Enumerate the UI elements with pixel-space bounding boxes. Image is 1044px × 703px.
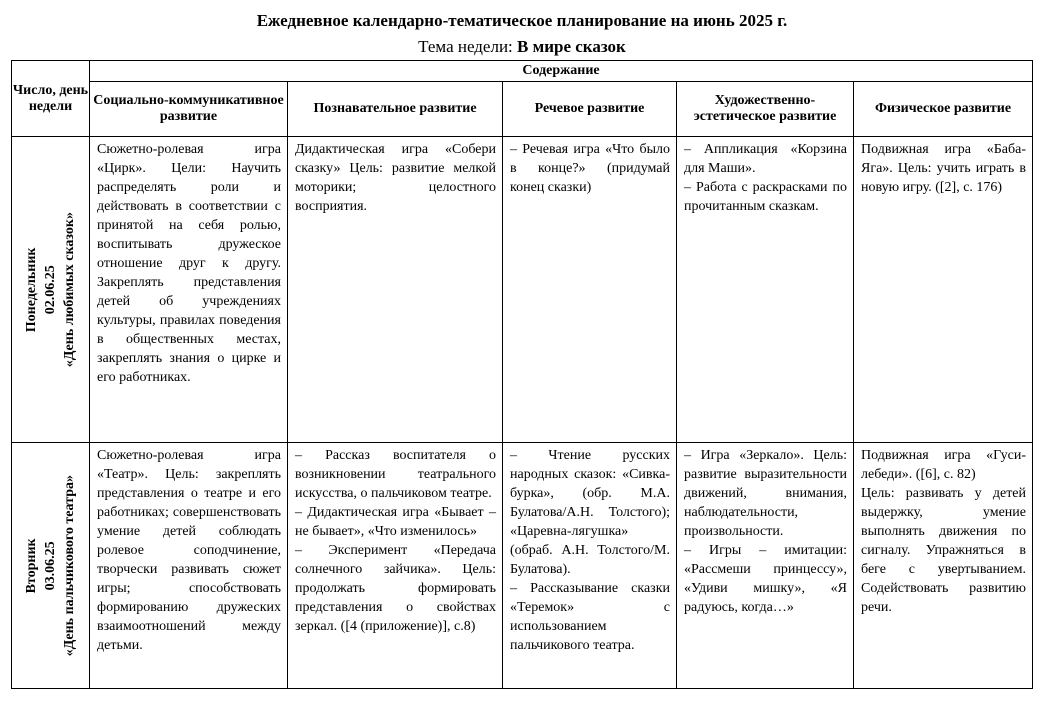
cell-cognitive (288, 137, 503, 443)
day-date: 03.06.25 (43, 541, 58, 590)
cell-text: – Игры – имитации: «Рассмеши принцессу», «Удиви мишку», «Я радуюсь, когда…» (684, 543, 847, 615)
cell-text: Сюжетно-ролевая игра «Цирк». Цели: Научить распределять роли и действовать в соответствии с принятой на себя ролью, воспитывать дружеское отношение друг к другу. Закреплять представления детей об учреждениях культуры, правилах поведения в общественных местах, закреплять знания о цирке и его работниках. (97, 142, 281, 385)
week-theme-value: В мире сказок (517, 37, 626, 56)
cell-text: – Речевая игра «Что было в конце?» (придумай конец сказки) (510, 142, 670, 195)
cell-text: – Рассказывание сказки «Теремок» с использованием пальчикового театра. (510, 581, 670, 653)
cell-physical (854, 443, 1033, 689)
cell-text: – Рассказ воспитателя о возникновении театрального искусства, о пальчиковом театре. (295, 448, 496, 501)
page-title: Ежедневное календарно-тематическое планирование на июнь 2025 г. (256, 11, 788, 30)
cell-text: – Дидактическая игра «Бывает – не бывает», «Что изменилось» (295, 505, 496, 539)
column-header-physical: Физическое развитие (854, 82, 1033, 137)
cell-text: – Эксперимент «Передача солнечного зайчика». Цель: продолжать формировать представления о свойствах зеркал. ([4 (приложение)], с.8) (295, 543, 496, 634)
cell-text: Подвижная игра «Баба-Яга». Цель: учить играть в новую игру. ([2], с. 176) (861, 142, 1027, 195)
cell-art (677, 443, 854, 689)
cell-physical (854, 137, 1033, 443)
cell-art (677, 137, 854, 443)
cell-text: – Игра «Зеркало». Цель: развитие выразительности движений, внимания, наблюдательности, произвольности. (684, 448, 847, 539)
cell-cognitive (288, 443, 503, 689)
week-theme (0, 36, 1044, 58)
table-row (12, 137, 1033, 443)
cell-speech (503, 137, 677, 443)
day-cell (12, 443, 90, 689)
cell-text: – Работа с раскрасками по прочитанным сказкам. (684, 180, 847, 214)
column-header-art: Художественно-эстетическое развитие (677, 82, 854, 137)
planning-table (11, 60, 1033, 689)
cell-text: – Чтение русских народных сказок: «Сивка-бурка», (обр. М.А. Булатова/А.Н. Толстого); «Царевна-лягушка» (обраб. А.Н. Толстого/М. Булатова). (510, 448, 670, 577)
day-theme: «День любимых сказок» (62, 211, 77, 368)
day-name: Вторник (24, 538, 39, 594)
cell-text: Дидактическая игра «Собери сказку» Цель: развитие мелкой моторики; целостного восприятия. (295, 142, 496, 214)
cell-social (90, 137, 288, 443)
table-row (12, 443, 1033, 689)
day-date: 02.06.25 (43, 265, 58, 314)
day-name: Понедельник (24, 247, 39, 332)
cell-text: Подвижная игра «Гуси-лебеди». ([6], с. 82) (861, 448, 1027, 482)
content-header: Содержание (90, 61, 1033, 82)
cell-text: Сюжетно-ролевая игра «Театр». Цель: закреплять представления о театре и его работниках; совершенствовать умение детей соблюдать ролевое соподчинение, творчески развивать сюжет игры; способствовать формированию дружеских взаимоотношений между детьми. (97, 448, 281, 653)
cell-social (90, 443, 288, 689)
column-header-speech: Речевое развитие (503, 82, 677, 137)
column-header-cognitive: Познавательное развитие (288, 82, 503, 137)
date-column-header: Число, день недели (12, 61, 90, 137)
day-cell (12, 137, 90, 443)
cell-text: – Аппликация «Корзина для Маши». (684, 142, 847, 176)
cell-speech (503, 443, 677, 689)
column-header-social: Социально-коммуникативное развитие (90, 82, 288, 137)
week-theme-label: Тема недели: (418, 37, 513, 56)
day-theme: «День пальчикового театра» (62, 474, 77, 657)
cell-text: Цель: развивать у детей выдержку, умение выполнять движения по сигналу. Упражняться в беге с увертыванием. Содействовать развитию речи. (861, 486, 1027, 615)
